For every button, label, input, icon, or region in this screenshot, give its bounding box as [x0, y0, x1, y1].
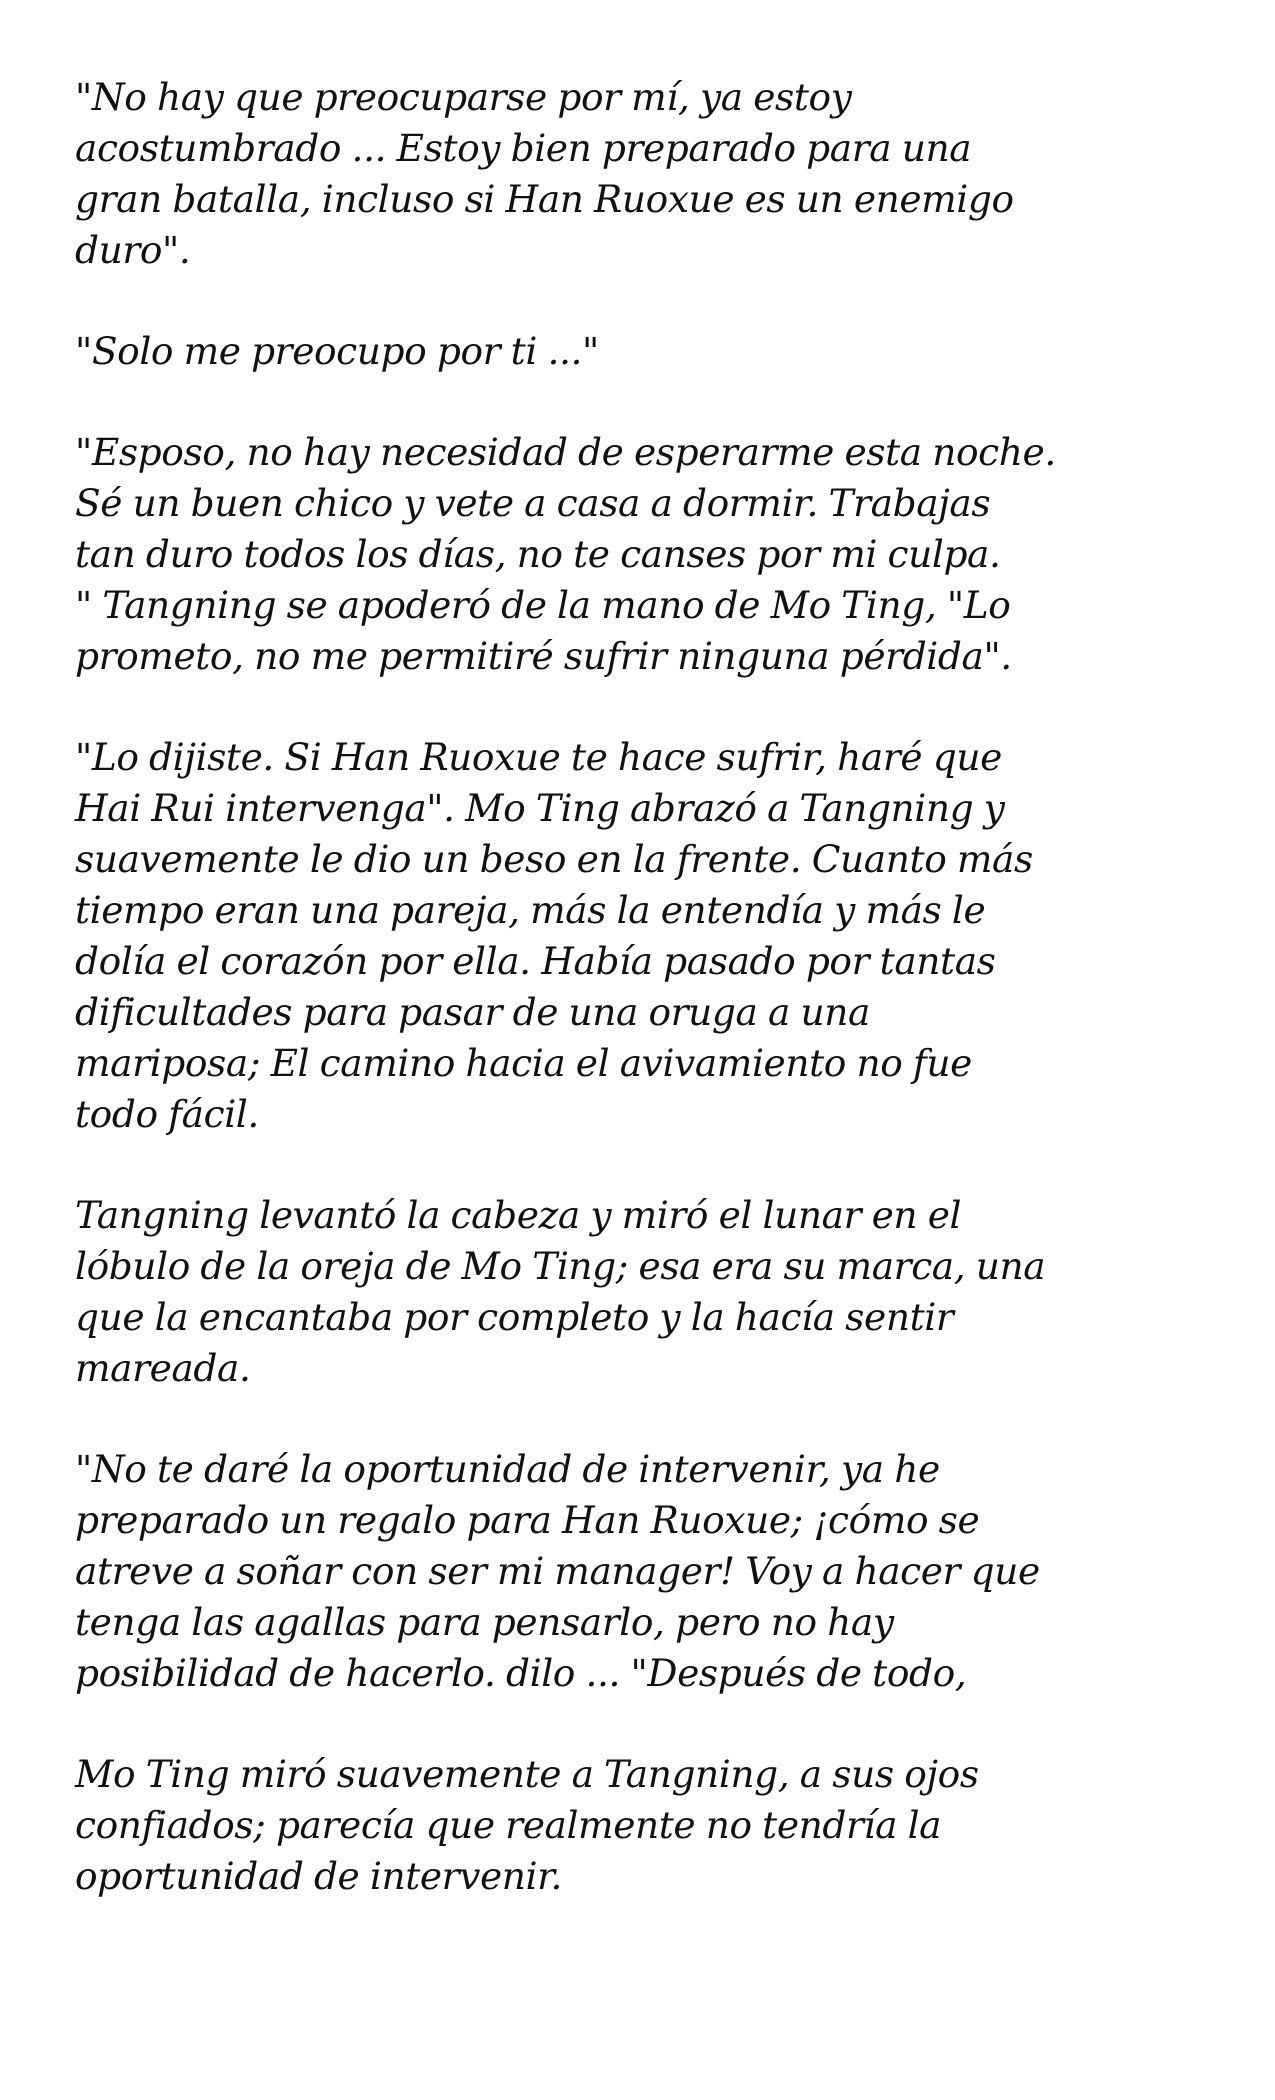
text-line: Sé un buen chico y vete a casa a dormir. Trabajas — [75, 481, 991, 525]
paragraph-4 — [75, 732, 1215, 1140]
text-line: tiempo eran una pareja, más la entendía y más le — [75, 888, 986, 932]
text-line: "Esposo, no hay necesidad de esperarme esta noche. — [75, 430, 1056, 474]
paragraph-2 — [75, 326, 1215, 377]
text-line: duro". — [75, 228, 191, 272]
text-line: Hai Rui intervenga". Mo Ting abrazó a Tangning y — [75, 786, 1005, 830]
text-line: acostumbrado ... Estoy bien preparado para una — [75, 126, 972, 170]
text-line: dificultades para pasar de una oruga a una — [75, 990, 870, 1034]
text-line: confiados; parecía que realmente no tendría la — [75, 1803, 942, 1847]
text-line: tan duro todos los días, no te canses por mi culpa. — [75, 532, 1001, 576]
text-line: prometo, no me permitiré sufrir ninguna pérdida". — [75, 634, 1012, 678]
paragraph-7 — [75, 1749, 1215, 1902]
text-line: "Lo dijiste. Si Han Ruoxue te hace sufrir, haré que — [75, 735, 1002, 779]
text-line: "Solo me preocupo por ti ..." — [75, 329, 599, 373]
text-line: mareada. — [75, 1346, 251, 1390]
text-line: todo fácil. — [75, 1092, 259, 1136]
text-line: posibilidad de hacerlo. dilo ... "Después de todo, — [75, 1651, 967, 1695]
text-line: que la encantaba por completo y la hacía sentir — [75, 1295, 954, 1339]
text-line: dolía el corazón por ella. Había pasado por tantas — [75, 939, 996, 983]
paragraph-3 — [75, 427, 1215, 682]
paragraph-5 — [75, 1190, 1215, 1394]
text-line: suavemente le dio un beso en la frente. Cuanto más — [75, 837, 1033, 881]
text-line: Tangning levantó la cabeza y miró el lunar en el — [75, 1193, 962, 1237]
paragraph-1 — [75, 72, 1215, 276]
text-line: "No hay que preocuparse por mí, ya estoy — [75, 75, 852, 119]
text-line: mariposa; El camino hacia el avivamiento no fue — [75, 1041, 972, 1085]
text-line: Mo Ting miró suavemente a Tangning, a sus ojos — [75, 1752, 979, 1796]
paragraph-6 — [75, 1444, 1215, 1699]
text-line: atreve a soñar con ser mi manager! Voy a hacer que — [75, 1549, 1040, 1593]
text-line: oportunidad de intervenir. — [75, 1854, 563, 1898]
text-line: gran batalla, incluso si Han Ruoxue es un enemigo — [75, 177, 1014, 221]
text-line: "No te daré la oportunidad de intervenir, ya he — [75, 1447, 940, 1491]
text-line: tenga las agallas para pensarlo, pero no hay — [75, 1600, 894, 1644]
text-line: preparado un regalo para Han Ruoxue; ¡cómo se — [75, 1498, 980, 1542]
text-line: " Tangning se apoderó de la mano de Mo Ting, "Lo — [75, 583, 1011, 627]
text-line: lóbulo de la oreja de Mo Ting; esa era su marca, una — [75, 1244, 1046, 1288]
